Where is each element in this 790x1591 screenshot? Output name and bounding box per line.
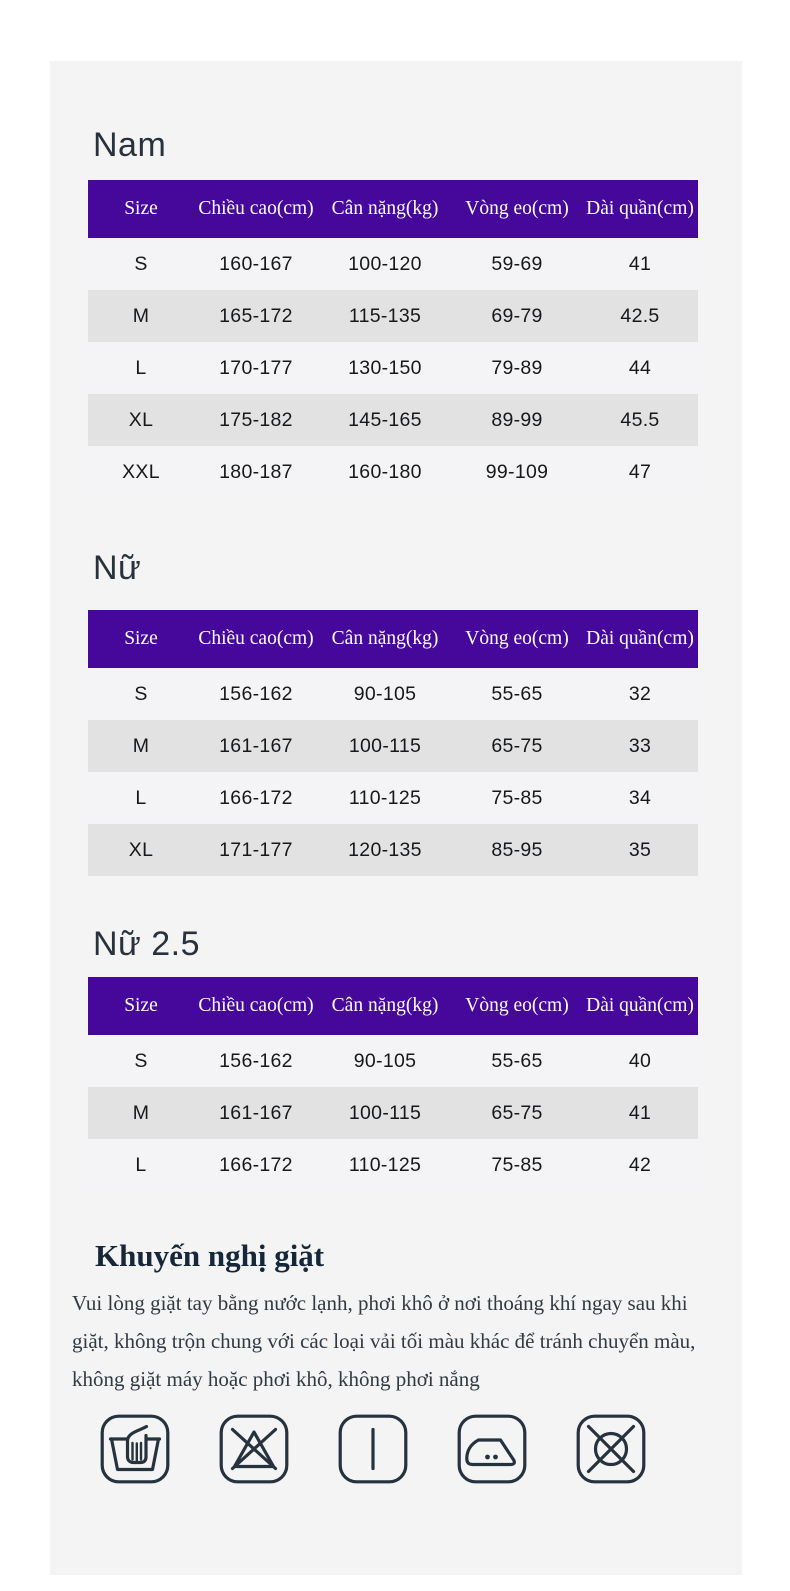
column-header: Size [88, 610, 194, 668]
column-header: Vòng eo(cm) [452, 610, 582, 668]
table-header-row [88, 977, 698, 1035]
table-cell: 180-187 [219, 460, 293, 483]
table-row [88, 342, 698, 394]
table-cell: S [134, 682, 148, 705]
table-row [88, 772, 698, 824]
table-cell: 47 [628, 460, 652, 483]
table-row [88, 1035, 698, 1087]
table-cell: 89-99 [491, 408, 543, 431]
table-cell: 170-177 [219, 356, 293, 379]
table-cell: XL [128, 408, 154, 431]
column-header: Dài quần(cm) [582, 977, 698, 1035]
column-header: Chiều cao(cm) [194, 180, 318, 238]
table-cell: 42.5 [620, 304, 660, 327]
table-cell: XL [128, 838, 154, 861]
table-cell: 90-105 [353, 1049, 417, 1072]
table-cell: 59-69 [491, 252, 543, 275]
column-header: Size [88, 977, 194, 1035]
table-cell: 55-65 [491, 1049, 543, 1072]
table-cell: 100-115 [348, 734, 422, 757]
table-row [88, 394, 698, 446]
size-section [50, 125, 742, 498]
table-cell: 160-167 [219, 252, 293, 275]
table-row [88, 290, 698, 342]
size-table [88, 977, 698, 1191]
care-icons [100, 1414, 742, 1484]
table-cell: 175-182 [219, 408, 293, 431]
table-cell: 156-162 [219, 682, 293, 705]
section-title: Nữ 2.5 [93, 925, 201, 963]
table-cell: 44 [628, 356, 652, 379]
table-cell: 110-125 [348, 786, 422, 809]
table-cell: 120-135 [348, 838, 422, 861]
table-cell: 34 [628, 786, 652, 809]
drip-dry-icon [338, 1414, 408, 1484]
table-cell: 145-165 [348, 408, 422, 431]
table-cell: M [132, 1101, 150, 1124]
table-cell: 130-150 [348, 356, 422, 379]
hand-wash-icon [100, 1414, 170, 1484]
table-cell: L [135, 1153, 147, 1176]
table-header-row [88, 180, 698, 238]
table-cell: 65-75 [491, 734, 543, 757]
do-not-bleach-icon [219, 1414, 289, 1484]
washing-instructions: Vui lòng giặt tay bằng nước lạnh, phơi khô ở nơi thoáng khí ngay sau khi giặt, không trộn chung với các loại vải tối màu khác để tránh chuyển màu, không giặt máy hoặc phơi khô, không phơi nắng [72, 1291, 696, 1391]
table-cell: 156-162 [219, 1049, 293, 1072]
table-cell: 115-135 [348, 304, 422, 327]
table-cell: 166-172 [219, 786, 293, 809]
table-cell: M [132, 304, 150, 327]
washing-section [50, 1236, 742, 1484]
table-cell: 100-120 [348, 252, 422, 275]
table-row [88, 668, 698, 720]
table-cell: XXL [122, 460, 160, 483]
table-row [88, 446, 698, 498]
table-cell: 32 [628, 682, 652, 705]
table-cell: S [134, 1049, 148, 1072]
table-cell: M [132, 734, 150, 757]
table-cell: 79-89 [491, 356, 543, 379]
table-row [88, 1087, 698, 1139]
table-header-row [88, 610, 698, 668]
table-cell: 110-125 [348, 1153, 422, 1176]
table-cell: 171-177 [219, 838, 293, 861]
table-cell: 165-172 [219, 304, 293, 327]
size-guide-panel [50, 61, 742, 1575]
column-header: Chiều cao(cm) [194, 977, 318, 1035]
table-cell: 75-85 [491, 1153, 543, 1176]
table-cell: S [134, 252, 148, 275]
column-header: Cân nặng(kg) [318, 610, 452, 668]
table-cell: 166-172 [219, 1153, 293, 1176]
table-row [88, 824, 698, 876]
washing-title: Khuyến nghị giặt [95, 1238, 325, 1273]
column-header: Cân nặng(kg) [318, 180, 452, 238]
table-cell: 41 [628, 252, 652, 275]
table-cell: 69-79 [491, 304, 543, 327]
column-header: Chiều cao(cm) [194, 610, 318, 668]
table-cell: 161-167 [219, 1101, 293, 1124]
size-table [88, 180, 698, 498]
table-cell: L [135, 356, 147, 379]
table-cell: 161-167 [219, 734, 293, 757]
size-table [88, 610, 698, 876]
table-cell: 100-115 [348, 1101, 422, 1124]
column-header: Dài quần(cm) [582, 180, 698, 238]
table-cell: L [135, 786, 147, 809]
column-header: Vòng eo(cm) [452, 180, 582, 238]
tables [50, 125, 742, 1191]
column-header: Cân nặng(kg) [318, 977, 452, 1035]
table-cell: 45.5 [620, 408, 660, 431]
table-row [88, 1139, 698, 1191]
table-cell: 35 [628, 838, 652, 861]
table-row [88, 238, 698, 290]
column-header: Size [88, 180, 194, 238]
table-row [88, 720, 698, 772]
size-section [50, 924, 742, 1191]
size-section [50, 548, 742, 876]
table-cell: 41 [628, 1101, 652, 1124]
table-cell: 55-65 [491, 682, 543, 705]
section-title: Nam [93, 126, 167, 164]
iron-medium-icon [457, 1414, 527, 1484]
table-cell: 75-85 [491, 786, 543, 809]
table-cell: 90-105 [353, 682, 417, 705]
table-cell: 65-75 [491, 1101, 543, 1124]
table-cell: 40 [628, 1049, 652, 1072]
table-cell: 99-109 [485, 460, 549, 483]
section-title: Nữ [93, 549, 142, 587]
do-not-tumble-dry-icon [576, 1414, 646, 1484]
table-cell: 33 [628, 734, 652, 757]
column-header: Dài quần(cm) [582, 610, 698, 668]
table-cell: 160-180 [348, 460, 422, 483]
column-header: Vòng eo(cm) [452, 977, 582, 1035]
table-cell: 42 [628, 1153, 652, 1176]
table-cell: 85-95 [491, 838, 543, 861]
